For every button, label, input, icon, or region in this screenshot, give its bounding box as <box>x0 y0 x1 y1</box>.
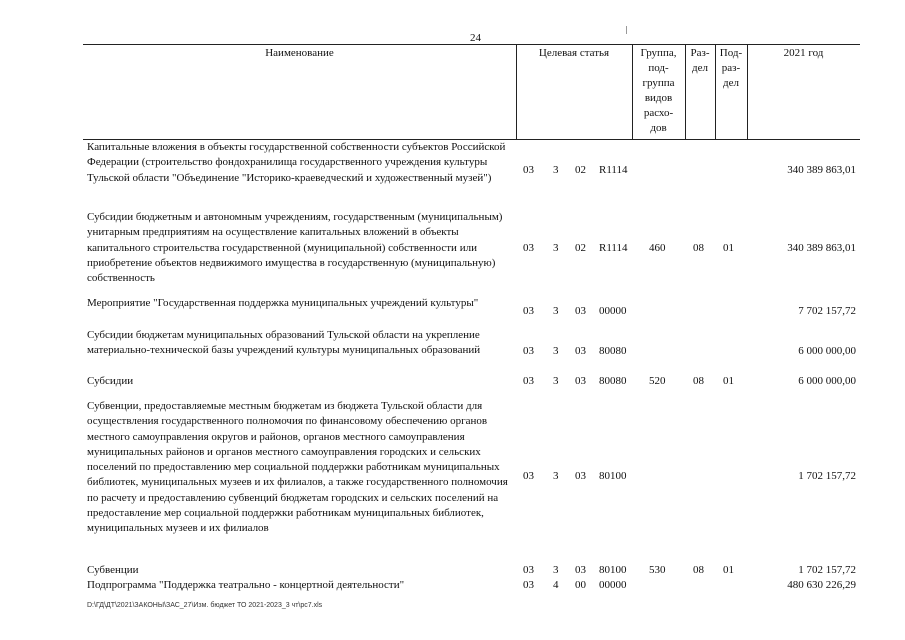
table-row <box>83 563 860 579</box>
row-event: 03 <box>575 564 586 576</box>
table-row <box>83 210 860 290</box>
row-subprogram: 3 <box>553 164 559 176</box>
row-amount: 7 702 157,72 <box>798 305 856 317</box>
row-name: Капитальные вложения в объекты государственной собственности субъектов Российской Федерации (строительство фондохранилища государственного учреждения культуры Тульской области "Объединение "Историко-краеведческий и художественный музей") <box>87 141 506 184</box>
row-program: 03 <box>523 345 534 357</box>
table-row <box>83 140 860 204</box>
row-amount: 480 630 226,29 <box>787 579 856 591</box>
page-number: 24 <box>470 32 481 44</box>
column-divider <box>632 45 633 139</box>
header-subsection-line: Под- <box>719 47 743 59</box>
row-subprogram: 3 <box>553 470 559 482</box>
row-event: 02 <box>575 164 586 176</box>
column-divider <box>685 45 686 139</box>
row-event: 03 <box>575 375 586 387</box>
row-direction: 00000 <box>599 305 627 317</box>
header-group-line: расхо- <box>643 107 674 119</box>
row-direction: R1114 <box>599 242 628 254</box>
row-amount: 1 702 157,72 <box>798 470 856 482</box>
row-section: 08 <box>693 564 704 576</box>
row-subsection: 01 <box>723 564 734 576</box>
row-group: 460 <box>649 242 666 254</box>
row-subprogram: 4 <box>553 579 559 591</box>
row-name: Субсидии бюджетам муниципальных образований Тульской области на укрепление материально-технической базы учреждений культуры муниципальных образований <box>87 329 481 357</box>
header-group-line: видов <box>644 92 673 104</box>
row-program: 03 <box>523 375 534 387</box>
header-group-line: группа <box>642 77 675 89</box>
header-section-line: Раз- <box>690 47 710 59</box>
row-amount: 6 000 000,00 <box>798 375 856 387</box>
header-expense-group <box>632 45 685 139</box>
row-event: 03 <box>575 305 586 317</box>
row-section: 08 <box>693 242 704 254</box>
header-group-line: Группа, <box>640 47 677 59</box>
row-direction: 80100 <box>599 470 627 482</box>
row-direction: R1114 <box>599 164 628 176</box>
row-direction: 80080 <box>599 375 627 387</box>
header-subsection-line: раз- <box>721 62 741 74</box>
table-row <box>83 399 860 555</box>
column-divider <box>516 45 517 139</box>
row-amount: 6 000 000,00 <box>798 345 856 357</box>
row-subsection: 01 <box>723 375 734 387</box>
header-section <box>685 45 715 139</box>
row-subprogram: 3 <box>553 242 559 254</box>
table-row <box>83 578 860 594</box>
row-subprogram: 3 <box>553 305 559 317</box>
row-name: Мероприятие "Государственная поддержка муниципальных учреждений культуры" <box>87 297 479 309</box>
column-divider <box>715 45 716 139</box>
row-direction: 80100 <box>599 564 627 576</box>
row-subprogram: 3 <box>553 564 559 576</box>
row-direction: 00000 <box>599 579 627 591</box>
row-program: 03 <box>523 305 534 317</box>
scan-mark <box>626 26 627 34</box>
row-program: 03 <box>523 470 534 482</box>
row-amount: 1 702 157,72 <box>798 564 856 576</box>
header-subsection <box>715 45 747 139</box>
table-row <box>83 328 860 374</box>
row-event: 02 <box>575 242 586 254</box>
file-path-footer: D:\ГД\ДТ\2021\ЗАКОНЫ\ЗАС_27\Изм. бюджет ТО 2021-2023_3 чт\рс7.xls <box>87 602 323 609</box>
row-program: 03 <box>523 242 534 254</box>
row-group: 520 <box>649 375 666 387</box>
column-divider <box>747 45 748 139</box>
header-year: 2021 год <box>783 47 824 59</box>
row-subsection: 01 <box>723 242 734 254</box>
row-name: Субсидии <box>87 375 134 387</box>
row-name: Подпрограмма "Поддержка театрально - концертной деятельности" <box>87 579 405 591</box>
header-name: Наименование <box>265 47 334 59</box>
header-group-line: дов <box>650 122 667 134</box>
table-header <box>83 44 860 140</box>
row-name: Субсидии бюджетным и автономным учреждениям, государственным (муниципальным) унитарным предприятиям на осуществление капитальных вложений в объекты капитального строительства государственной (муниципальной) собственности или приобретение объектов недвижимого имущества в государственную (муниципальную) собственность <box>87 211 503 285</box>
table-row <box>83 296 860 328</box>
row-event: 00 <box>575 579 586 591</box>
row-group: 530 <box>649 564 666 576</box>
row-name: Субвенции <box>87 564 139 576</box>
header-group-line: под- <box>648 62 669 74</box>
row-subprogram: 3 <box>553 375 559 387</box>
budget-table <box>83 44 860 140</box>
row-name: Субвенции, предоставляемые местным бюджетам из бюджета Тульской области для осуществления государственного полномочия по финансовому обеспечению органов местного самоуправления округов и районов, органов местного самоуправления муниципальных районов и органов местного самоуправления городских и сельских поселений по предоставлению мер социальной поддержки работникам муниципальных библиотек, муниципальных музеев и их филиалов, а также государственного полномочия по расчету и предоставлению субвенций бюджетам городских и сельских поселений на предоставление мер социальной поддержки работникам муниципальных библиотек, муниципальных музеев и их филиалов <box>87 400 508 535</box>
row-amount: 340 389 863,01 <box>787 242 856 254</box>
row-subprogram: 3 <box>553 345 559 357</box>
header-target-article: Целевая статья <box>538 47 610 59</box>
row-program: 03 <box>523 579 534 591</box>
row-program: 03 <box>523 564 534 576</box>
table-row <box>83 374 860 390</box>
row-direction: 80080 <box>599 345 627 357</box>
row-event: 03 <box>575 345 586 357</box>
row-program: 03 <box>523 164 534 176</box>
row-amount: 340 389 863,01 <box>787 164 856 176</box>
row-section: 08 <box>693 375 704 387</box>
header-section-line: дел <box>692 62 708 74</box>
header-subsection-line: дел <box>723 77 739 89</box>
row-event: 03 <box>575 470 586 482</box>
